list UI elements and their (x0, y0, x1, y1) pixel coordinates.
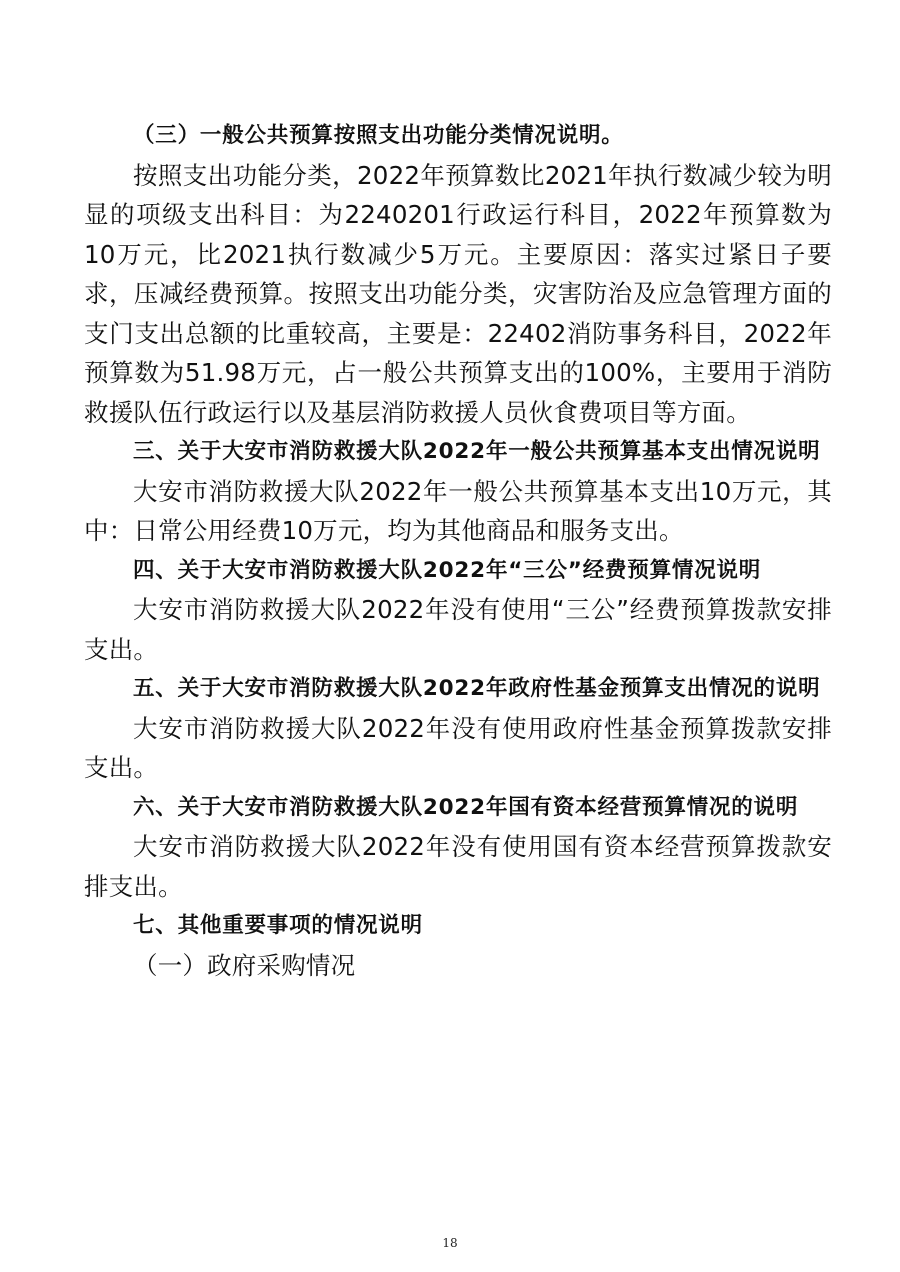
body-paragraph-government-fund: 大安市消防救援大队2022年没有使用政府性基金预算拨款安排支出。 (84, 713, 832, 782)
section-heading-other-matters: 七、其他重要事项的情况说明 (133, 913, 423, 938)
document-page (84, 116, 832, 985)
section-heading-three-public-expenses: 四、关于大安市消防救援大队2022年“三公”经费预算情况说明 (133, 557, 762, 583)
section-heading-3-sub: （三）一般公共预算按照支出功能分类情况说明。 (133, 123, 624, 148)
section-heading-government-fund: 五、关于大安市消防救援大队2022年政府性基金预算支出情况的说明 (133, 676, 821, 701)
body-paragraph-government-procurement: （一）政府采购情况 (133, 950, 356, 980)
page-number: 18 (442, 1236, 458, 1250)
body-paragraph-state-capital: 大安市消防救援大队2022年没有使用国有资本经营预算拨款安排支出。 (84, 832, 832, 901)
section-heading-state-capital: 六、关于大安市消防救援大队2022年国有资本经营预算情况的说明 (133, 794, 799, 820)
body-paragraph-functional-classification: 按照支出功能分类，2022年预算数比2021年执行数减少较为明显的项级支出科目：为2240201行政运行科目，2022年预算数为10万元，比2021执行数减少5万元。主要原因：落实过紧日子要求，压减经费预算。按照支出功能分类，灾害防治及应急管理方面的支门支出总额的比重较高，主要是：22402消防事务科目，2022年预算数为51.98万元，占一般公共预算支出的100%，主要用于消防救援队伍行政运行以及基层消防救援人员伙食费项目等方面。 (84, 160, 832, 427)
body-paragraph-three-public-expenses: 大安市消防救援大队2022年没有使用“三公”经费预算拨款安排支出。 (84, 595, 832, 664)
body-paragraph-basic-expenditure: 大安市消防救援大队2022年一般公共预算基本支出10万元，其中：日常公用经费10万元，均为其他商品和服务支出。 (84, 476, 832, 545)
section-heading-basic-expenditure: 三、关于大安市消防救援大队2022年一般公共预算基本支出情况说明 (133, 439, 821, 464)
